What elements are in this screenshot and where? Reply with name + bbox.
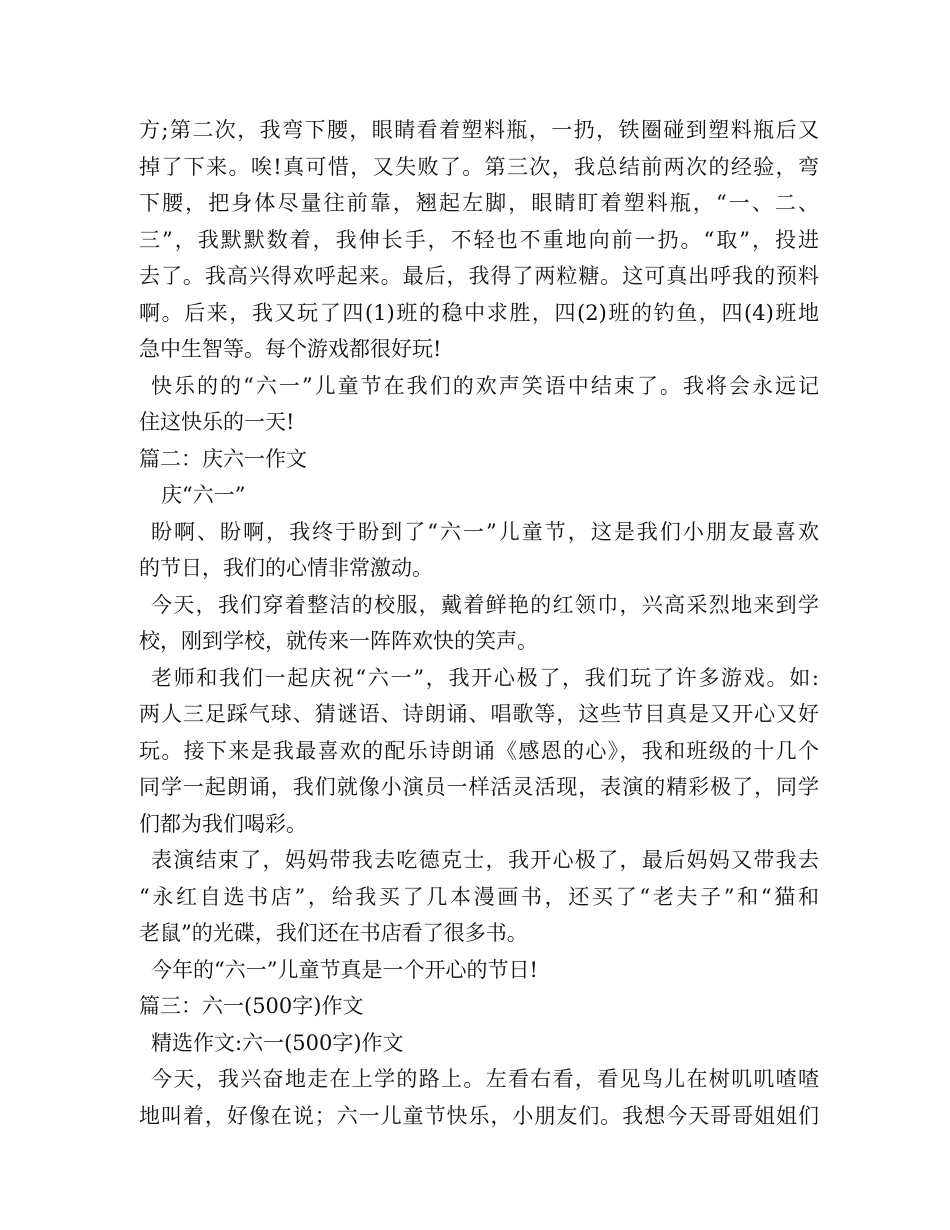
text-line: 地叫着，好像在说；六一儿童节快乐，小朋友们。我想今天哥哥姐姐们	[139, 1103, 819, 1128]
paragraph-start-line: 快乐的的“六一”儿童节在我们的欢声笑语中结束了。我将会永远记	[151, 373, 819, 398]
article-title: 庆“六一”	[161, 483, 246, 507]
text-line: 的节日，我们的心情非常激动。	[139, 556, 433, 580]
section-heading: 篇三：六一(500字)作文	[139, 994, 364, 1018]
text-line: 老鼠”的光碟，我们还在书店看了很多书。	[139, 921, 528, 945]
paragraph-start-line: 今年的“六一”儿童节真是一个开心的节日!	[151, 957, 538, 982]
text-line: 校，刚到学校，就传来一阵阵欢快的笑声。	[139, 629, 538, 653]
text-line: 同学一起朗诵，我们就像小演员一样活灵活现，表演的精彩极了，同学	[139, 775, 819, 799]
section-heading: 篇二：庆六一作文	[139, 446, 307, 471]
text-line: 掉了下来。唉!真可惜，又失败了。第三次，我总结前两次的经验，弯	[139, 154, 819, 179]
paragraph-start-line: 今天，我们穿着整洁的校服，戴着鲜艳的红领巾，兴高采烈地来到学	[151, 592, 819, 617]
text-line: 方;第二次，我弯下腰，眼睛看着塑料瓶，一扔，铁圈碰到塑料瓶后又	[139, 118, 819, 142]
text-line: “永红自选书店”，给我买了几本漫画书，还买了“老夫子”和“猫和	[139, 884, 819, 909]
text-line: 住这快乐的一天!	[139, 410, 295, 434]
text-line: 玩。接下来是我最喜欢的配乐诗朗诵《感恩的心》，我和班级的十几个	[139, 738, 819, 763]
text-line: 下腰，把身体尽量往前靠，翘起左脚，眼睛盯着塑料瓶，“一、二、	[139, 191, 819, 215]
paragraph-start-line: 老师和我们一起庆祝“六一”，我开心极了，我们玩了许多游戏。如:	[151, 665, 819, 690]
paragraph-start-line: 今天，我兴奋地走在上学的路上。左看右看，看见鸟儿在树叽叽喳喳	[151, 1067, 819, 1091]
text-line: 去了。我高兴得欢呼起来。最后，我得了两粒糖。这可真出呼我的预料	[139, 264, 819, 288]
text-line: 两人三足踩气球、猜谜语、诗朗诵、唱歌等，这些节目真是又开心又好	[139, 702, 819, 726]
article-subtitle: 精选作文:六一(500字)作文	[151, 1030, 404, 1055]
text-line: 们都为我们喝彩。	[139, 811, 307, 836]
text-line: 三”，我默默数着，我伸长手，不轻也不重地向前一扔。“取”，投进	[139, 227, 819, 252]
text-line: 急中生智等。每个游戏都很好玩!	[139, 337, 442, 361]
document-page	[139, 112, 819, 1134]
text-line: 啊。后来，我又玩了四(1)班的稳中求胜，四(2)班的钓鱼，四(4)班地	[139, 300, 819, 325]
paragraph-start-line: 盼啊、盼啊，我终于盼到了“六一”儿童节，这是我们小朋友最喜欢	[151, 519, 819, 544]
paragraph-start-line: 表演结束了，妈妈带我去吃德克士，我开心极了，最后妈妈又带我去	[151, 848, 819, 872]
